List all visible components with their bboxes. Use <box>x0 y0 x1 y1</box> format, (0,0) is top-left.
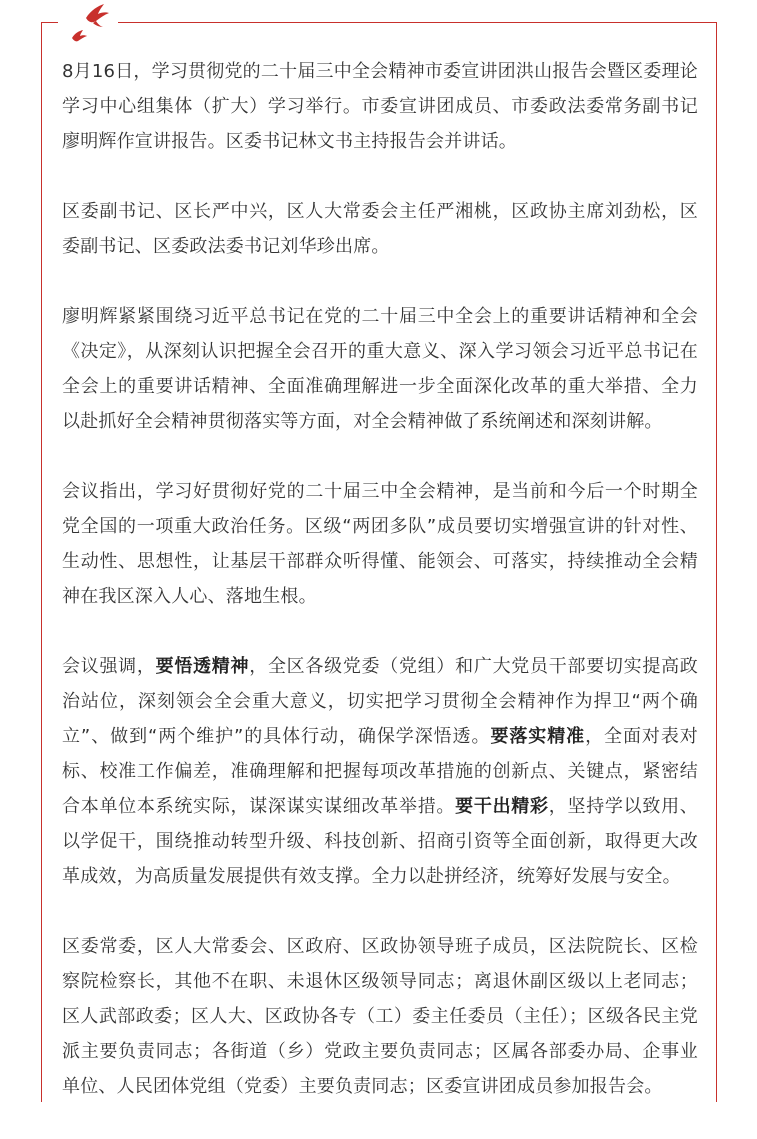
text-run: ，坚持学以致用、以学促干，围绕推动转型升级、科技创新、招商引资等全面创新，取得更大改革成效，为高质量发展提供有效支撑。全力以赴拼经济，统筹好发展与安全。 <box>62 796 698 887</box>
decoration <box>58 0 118 48</box>
bold-text: 要落实精准 <box>490 726 586 747</box>
paragraph <box>62 299 698 439</box>
text-run: 区委常委，区人大常委会、区政府、区政协领导班子成员，区法院院长、区检察院检察长，其他不在职、未退休区级领导同志；离退休副区级以上老同志；区人武部政委；区人大、区政协各专（工）委主任委员（主任）；区级各民主党派主要负责同志；各街道（乡）党政主要负责同志；区属各部委办局、企事业单位、人民团体党组（党委）主要负责同志；区委宣讲团成员参加报告会。 <box>62 936 698 1097</box>
text-run: 廖明辉紧紧围绕习近平总书记在党的二十届三中全会上的重要讲话精神和全会《决定》，从深刻认识把握全会召开的重大意义、深入学习领会习近平总书记在全会上的重要讲话精神、全面准确理解进一步全面深化改革的重大举措、全力以赴抓好全会精神贯彻落实等方面，对全会精神做了系统阐述和深刻讲解。 <box>62 306 698 432</box>
paragraph <box>62 194 698 264</box>
paragraph <box>62 474 698 614</box>
text-run: 8月16日，学习贯彻党的二十届三中全会精神市委宣讲团洪山报告会暨区委理论学习中心组集体（扩大）学习举行。市委宣讲团成员、市委政法委常务副书记廖明辉作宣讲报告。区委书记林文书主持报告会并讲话。 <box>62 61 698 152</box>
bold-text: 要干出精彩 <box>455 796 549 817</box>
text-run: 区委副书记、区长严中兴，区人大常委会主任严湘桃，区政协主席刘劲松，区委副书记、区委政法委书记刘华珍出席。 <box>62 201 698 257</box>
article-body <box>62 54 698 1139</box>
bold-text: 要悟透精神 <box>155 656 250 677</box>
red-dove-icon <box>58 0 118 48</box>
text-run: ，全区各级党委（党组）和广大党员干部要切实提高政治站位，深刻领会全会重大意义，切实把学习贯彻全会精神作为捍卫“两个确立”、做到“两个维护”的具体行动，确保学深悟透。 <box>62 656 698 747</box>
text-run: 会议强调， <box>62 656 156 677</box>
paragraph <box>62 649 698 894</box>
text-run: 会议指出，学习好贯彻好党的二十届三中全会精神，是当前和今后一个时期全党全国的一项重大政治任务。区级“两团多队”成员要切实增强宣讲的针对性、生动性、思想性，让基层干部群众听得懂、能领会、可落实，持续推动全会精神在我区深入人心、落地生根。 <box>62 481 698 607</box>
paragraph <box>62 54 698 159</box>
text-run: ，全面对表对标、校准工作偏差，准确理解和把握每项改革措施的创新点、关键点，紧密结合本单位本系统实际，谋深谋实谋细改革举措。 <box>62 726 699 817</box>
paragraph <box>62 929 698 1104</box>
